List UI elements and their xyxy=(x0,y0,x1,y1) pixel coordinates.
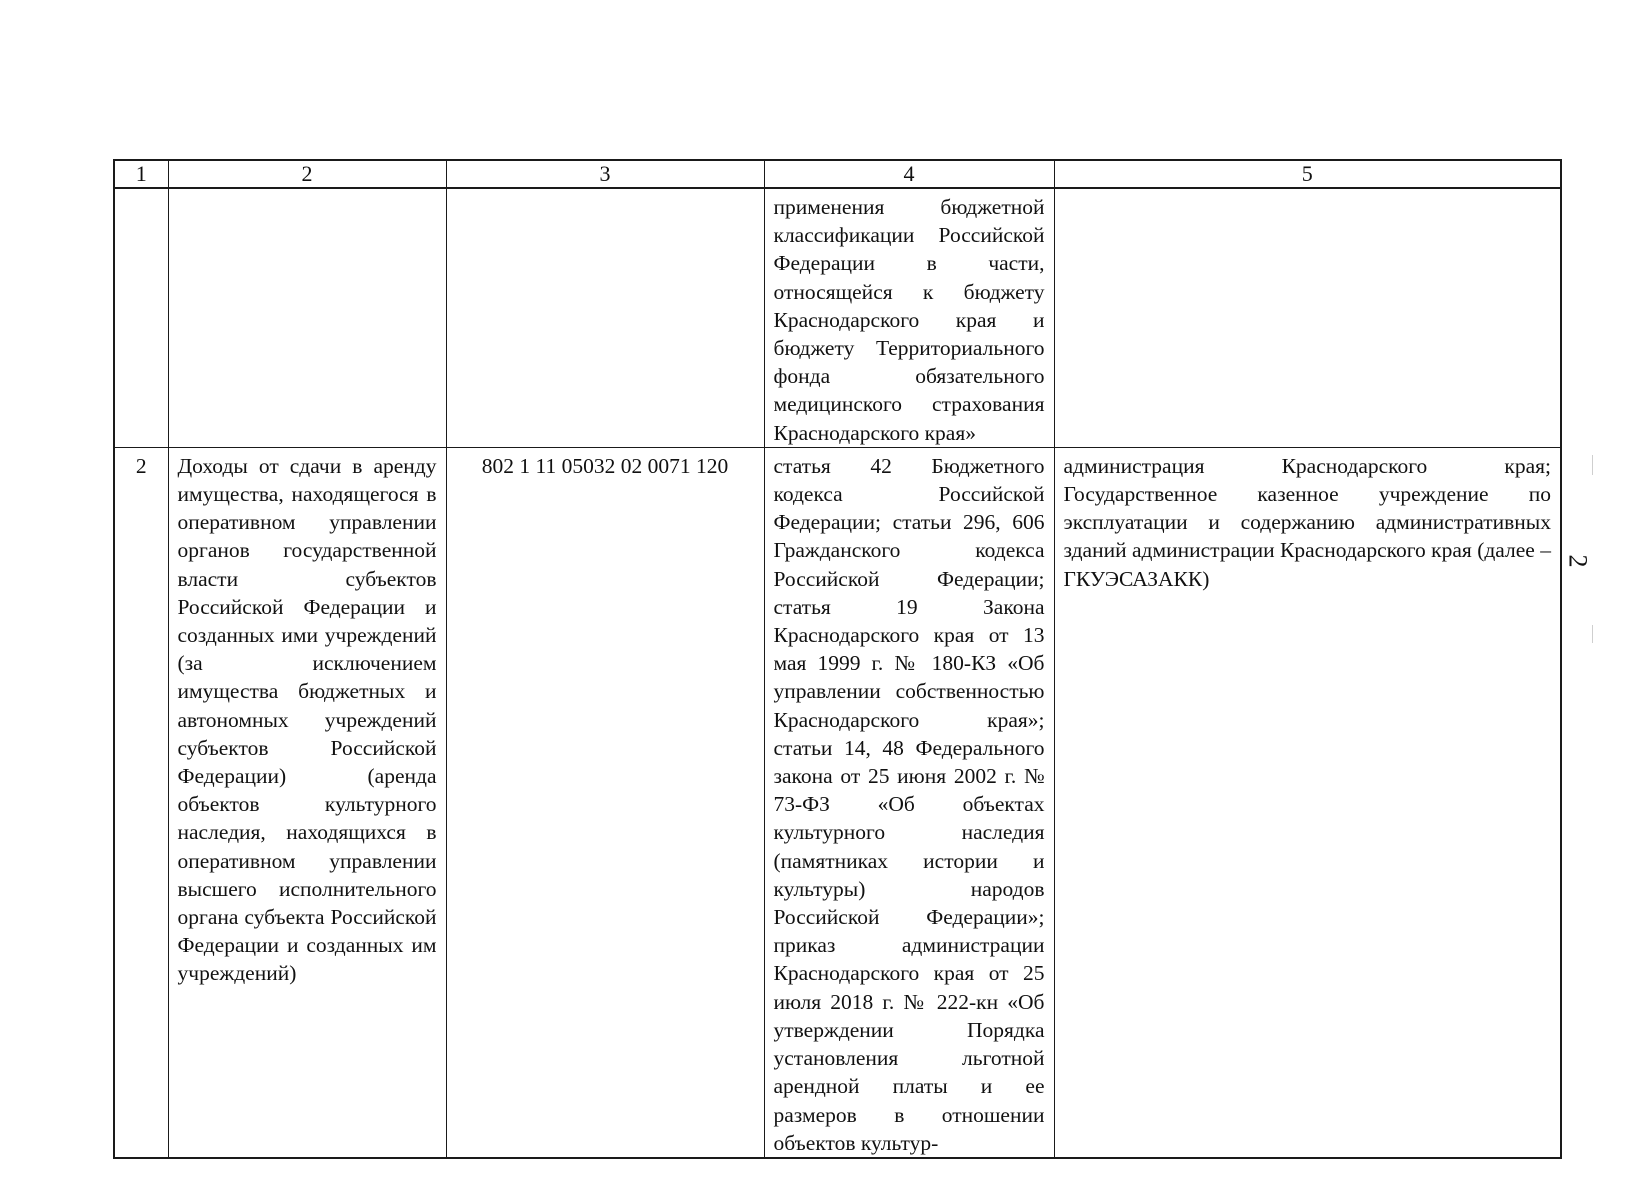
table-header-row xyxy=(114,160,1561,188)
income-name-cell xyxy=(168,188,446,447)
administrator-cell xyxy=(1054,188,1561,447)
scan-edge-mark xyxy=(1592,455,1593,475)
administrator-cell: администрация Краснодарского края; Государственное казенное учреждение по эксплуатации и содержанию административных зданий администрации Краснодарского края (далее – ГКУЭСАЗАКК) xyxy=(1054,447,1561,1158)
row-number-cell xyxy=(114,188,168,447)
header-col-5: 5 xyxy=(1054,160,1561,188)
table-row xyxy=(114,447,1561,1158)
header-col-1: 1 xyxy=(114,160,168,188)
document-table xyxy=(113,159,1562,1159)
legal-basis-cell: статья 42 Бюджетного кодекса Российской Федерации; статьи 296, 606 Гражданского кодекса Российской Федерации; статья 19 Закона Краснодарского края от 13 мая 1999 г. № 180-КЗ «Об управлении собственностью Краснодарского края»; статьи 14, 48 Федерального закона от 25 июня 2002 г. № 73-ФЗ «Об объектах культурного наследия (памятниках истории и культуры) народов Российской Федерации»; приказ администрации Краснодарского края от 25 июля 2018 г. № 222-кн «Об утверждении Порядка установления льготной арендной платы и ее размеров в отношении объектов культур- xyxy=(764,447,1054,1158)
header-col-3: 3 xyxy=(446,160,764,188)
table-row xyxy=(114,188,1561,447)
budget-code-cell xyxy=(446,188,764,447)
budget-code-cell: 802 1 11 05032 02 0071 120 xyxy=(446,447,764,1158)
header-col-2: 2 xyxy=(168,160,446,188)
page-number: 2 xyxy=(1563,554,1593,568)
row-number-cell: 2 xyxy=(114,447,168,1158)
income-name-cell: Доходы от сдачи в аренду имущества, находящегося в оперативном управлении органов государственной власти субъектов Российской Федерации и созданных ими учреждений (за исключением имущества бюджетных и автономных учреждений субъектов Российской Федерации) (аренда объектов культурного наследия, находящихся в оперативном управлении высшего исполнительного органа субъекта Российской Федерации и созданных им учреждений) xyxy=(168,447,446,1158)
legal-basis-cell: применения бюджетной классификации Российской Федерации в части, относящейся к бюджету Краснодарского края и бюджету Территориального фонда обязательного медицинского страхования Краснодарского края» xyxy=(764,188,1054,447)
scan-edge-mark xyxy=(1592,625,1593,643)
header-col-4: 4 xyxy=(764,160,1054,188)
